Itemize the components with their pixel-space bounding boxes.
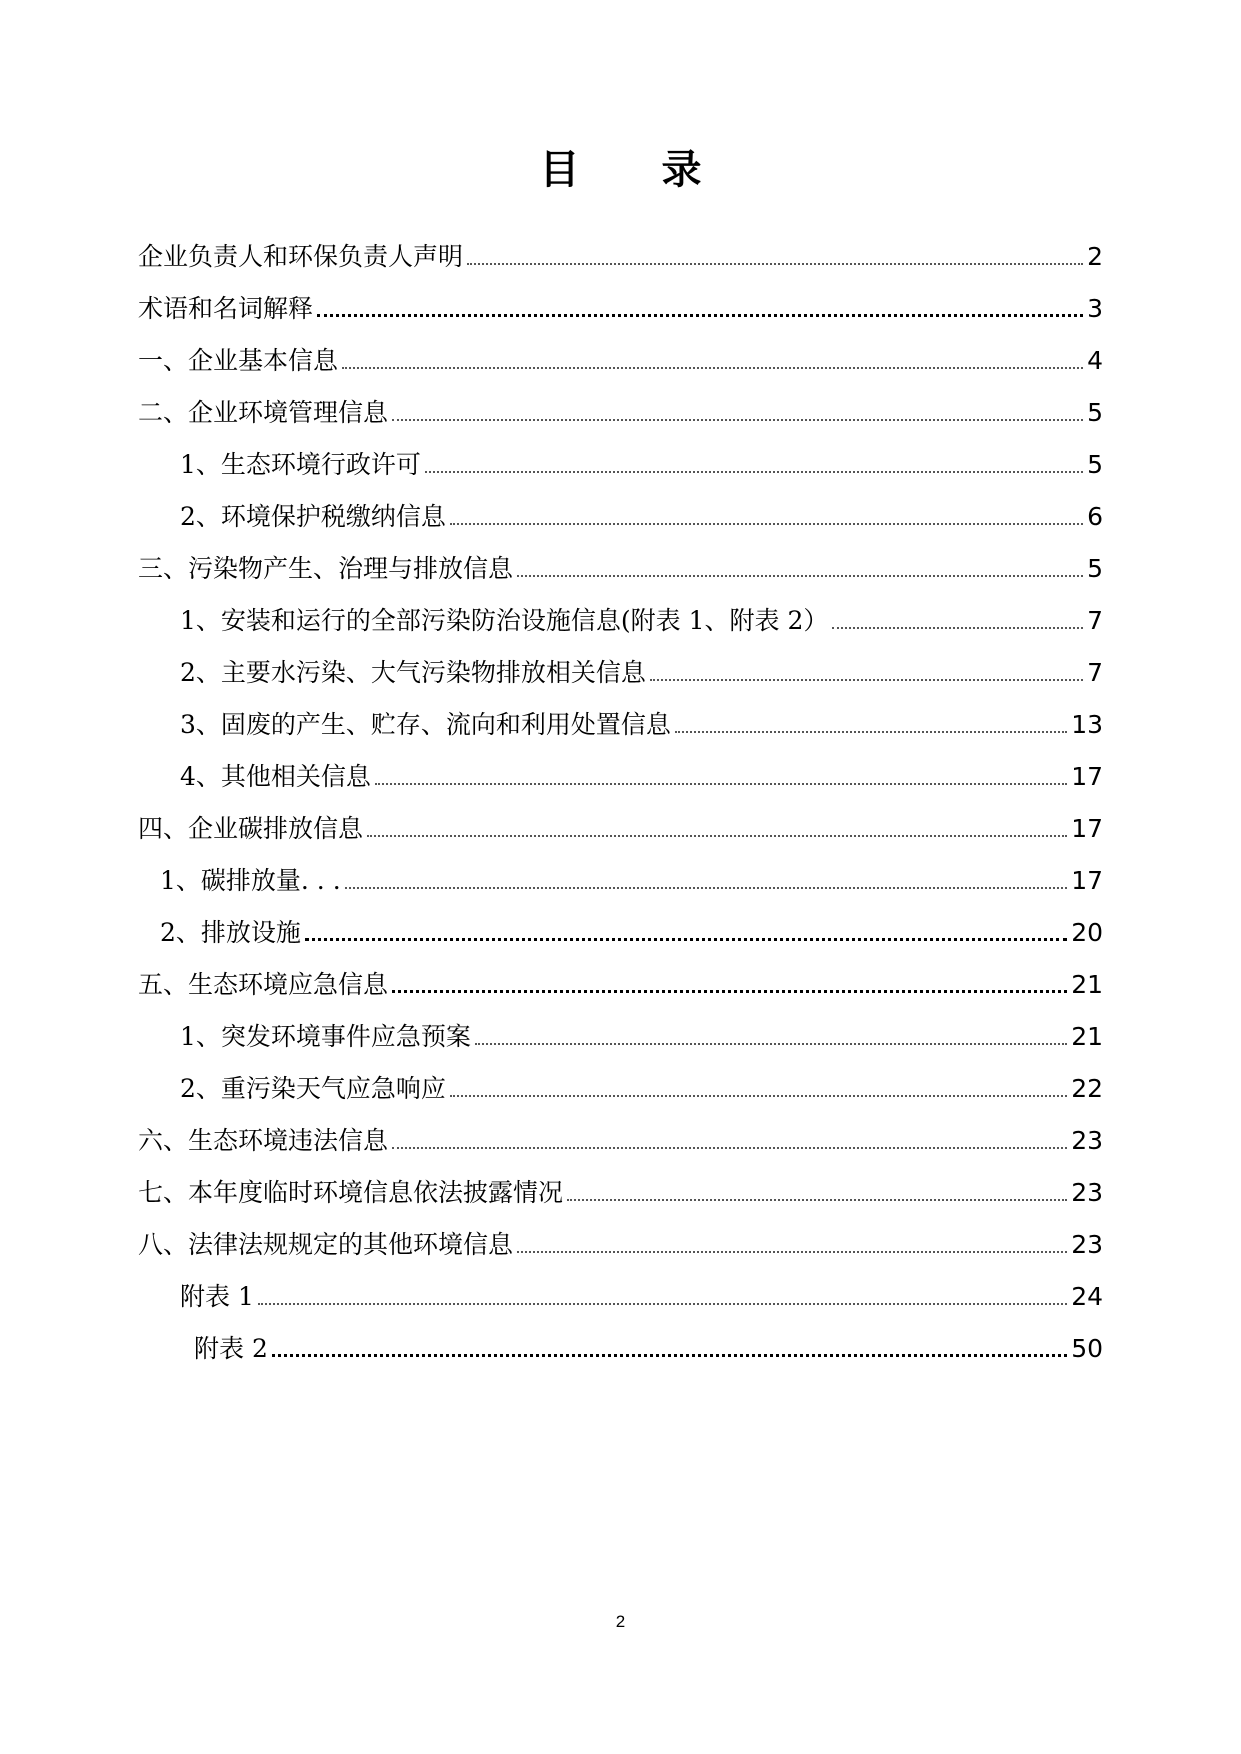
toc-entry[interactable] xyxy=(138,804,1103,844)
dot-leader xyxy=(342,367,1083,369)
page-number: 2 xyxy=(615,1612,626,1631)
dot-leader xyxy=(475,1043,1067,1045)
toc-entry-title: 企业负责人和环保负责人声明 xyxy=(138,242,464,271)
toc-entry-title: 2、排放设施 xyxy=(160,918,301,947)
toc-entry[interactable] xyxy=(180,648,1103,688)
toc-entry-title: 2、环境保护税缴纳信息 xyxy=(180,502,446,531)
toc-entry[interactable] xyxy=(138,960,1103,1000)
dot-leader xyxy=(517,1251,1067,1253)
toc-entry-title: 附表 2 xyxy=(194,1334,268,1363)
toc-entry-page: 24 xyxy=(1071,1282,1103,1311)
toc-entry[interactable] xyxy=(138,388,1103,428)
toc-entry-page: 6 xyxy=(1087,502,1103,531)
toc-entry[interactable] xyxy=(138,336,1103,376)
toc-entry-page: 7 xyxy=(1087,606,1103,635)
dot-leader xyxy=(675,731,1067,733)
toc-entry-title: 八、法律法规规定的其他环境信息 xyxy=(138,1230,514,1259)
dot-leader xyxy=(345,887,1068,889)
dot-leader xyxy=(450,523,1083,525)
toc-entry-page: 22 xyxy=(1071,1074,1103,1103)
toc-entry-page: 17 xyxy=(1071,762,1103,791)
toc-entry[interactable] xyxy=(160,908,1103,948)
toc-entry[interactable] xyxy=(180,1064,1103,1104)
toc-entry-title: 1、安装和运行的全部污染防治设施信息(附表 1、附表 2） xyxy=(180,606,829,635)
dot-leader xyxy=(305,938,1067,941)
toc-entry[interactable] xyxy=(138,544,1103,584)
toc-entry[interactable] xyxy=(180,1272,1103,1312)
toc-entry[interactable] xyxy=(180,752,1103,792)
toc-entry-title: 七、本年度临时环境信息依法披露情况 xyxy=(138,1178,564,1207)
toc-entry-page: 21 xyxy=(1071,970,1103,999)
toc-entry-title: 1、突发环境事件应急预案 xyxy=(180,1022,471,1051)
toc-entry-title: 五、生态环境应急信息 xyxy=(138,970,389,999)
toc-entry-page: 20 xyxy=(1071,918,1103,947)
toc-entry-title: 2、重污染天气应急响应 xyxy=(180,1074,446,1103)
toc-entry-title: 1、生态环境行政许可 xyxy=(180,450,421,479)
dot-leader xyxy=(367,835,1067,837)
toc-entry-page: 17 xyxy=(1071,866,1103,895)
toc-entry-page: 23 xyxy=(1071,1230,1103,1259)
toc-entry-title: 一、企业基本信息 xyxy=(138,346,339,375)
dot-leader xyxy=(425,471,1083,473)
page-title: 目 录 xyxy=(539,147,736,193)
toc-entry-title: 1、碳排放量. . . xyxy=(160,866,341,895)
toc-entry-page: 2 xyxy=(1087,242,1103,271)
toc-entry-page: 5 xyxy=(1087,450,1103,479)
toc-entry[interactable] xyxy=(138,232,1103,272)
dot-leader xyxy=(467,263,1083,265)
toc-entry[interactable] xyxy=(138,1116,1103,1156)
toc-entry[interactable] xyxy=(180,440,1103,480)
toc-entry[interactable] xyxy=(180,492,1103,532)
toc-entry-title: 三、污染物产生、治理与排放信息 xyxy=(138,554,514,583)
toc-entry-title: 3、固废的产生、贮存、流向和利用处置信息 xyxy=(180,710,671,739)
toc-entry-title: 4、其他相关信息 xyxy=(180,762,371,791)
dot-leader xyxy=(392,419,1083,421)
toc-entry-page: 23 xyxy=(1071,1126,1103,1155)
dot-leader xyxy=(258,1303,1067,1305)
dot-leader xyxy=(317,314,1083,317)
dot-leader xyxy=(392,1147,1067,1149)
dot-leader xyxy=(832,627,1083,629)
dot-leader xyxy=(375,783,1067,785)
toc-entry[interactable] xyxy=(180,596,1103,636)
dot-leader xyxy=(650,679,1083,681)
dot-leader xyxy=(450,1095,1067,1097)
toc-entry-page: 50 xyxy=(1071,1334,1103,1363)
toc-entry[interactable] xyxy=(138,1220,1103,1260)
toc-entry-page: 4 xyxy=(1087,346,1103,375)
toc-entry-page: 13 xyxy=(1071,710,1103,739)
toc-entry-page: 5 xyxy=(1087,398,1103,427)
toc-entry-page: 3 xyxy=(1087,294,1103,323)
dot-leader xyxy=(392,990,1067,993)
toc-entry-page: 5 xyxy=(1087,554,1103,583)
toc-entry-title: 四、企业碳排放信息 xyxy=(138,814,364,843)
toc-entry[interactable] xyxy=(194,1324,1103,1364)
toc-entry-page: 21 xyxy=(1071,1022,1103,1051)
dot-leader xyxy=(567,1199,1067,1201)
toc-entry[interactable] xyxy=(180,1012,1103,1052)
toc-entry[interactable] xyxy=(180,700,1103,740)
toc-entry-title: 2、主要水污染、大气污染物排放相关信息 xyxy=(180,658,646,687)
dot-leader xyxy=(272,1354,1067,1357)
toc-entry-title: 二、企业环境管理信息 xyxy=(138,398,389,427)
toc-entry-title: 术语和名词解释 xyxy=(138,294,314,323)
toc-entry-page: 7 xyxy=(1087,658,1103,687)
toc-entry[interactable] xyxy=(160,856,1103,896)
toc-entry[interactable] xyxy=(138,284,1103,324)
toc-entry[interactable] xyxy=(138,1168,1103,1208)
toc-entry-page: 17 xyxy=(1071,814,1103,843)
toc-entry-title: 六、生态环境违法信息 xyxy=(138,1126,389,1155)
toc-entry-page: 23 xyxy=(1071,1178,1103,1207)
toc-entry-title: 附表 1 xyxy=(180,1282,254,1311)
dot-leader xyxy=(517,575,1083,577)
